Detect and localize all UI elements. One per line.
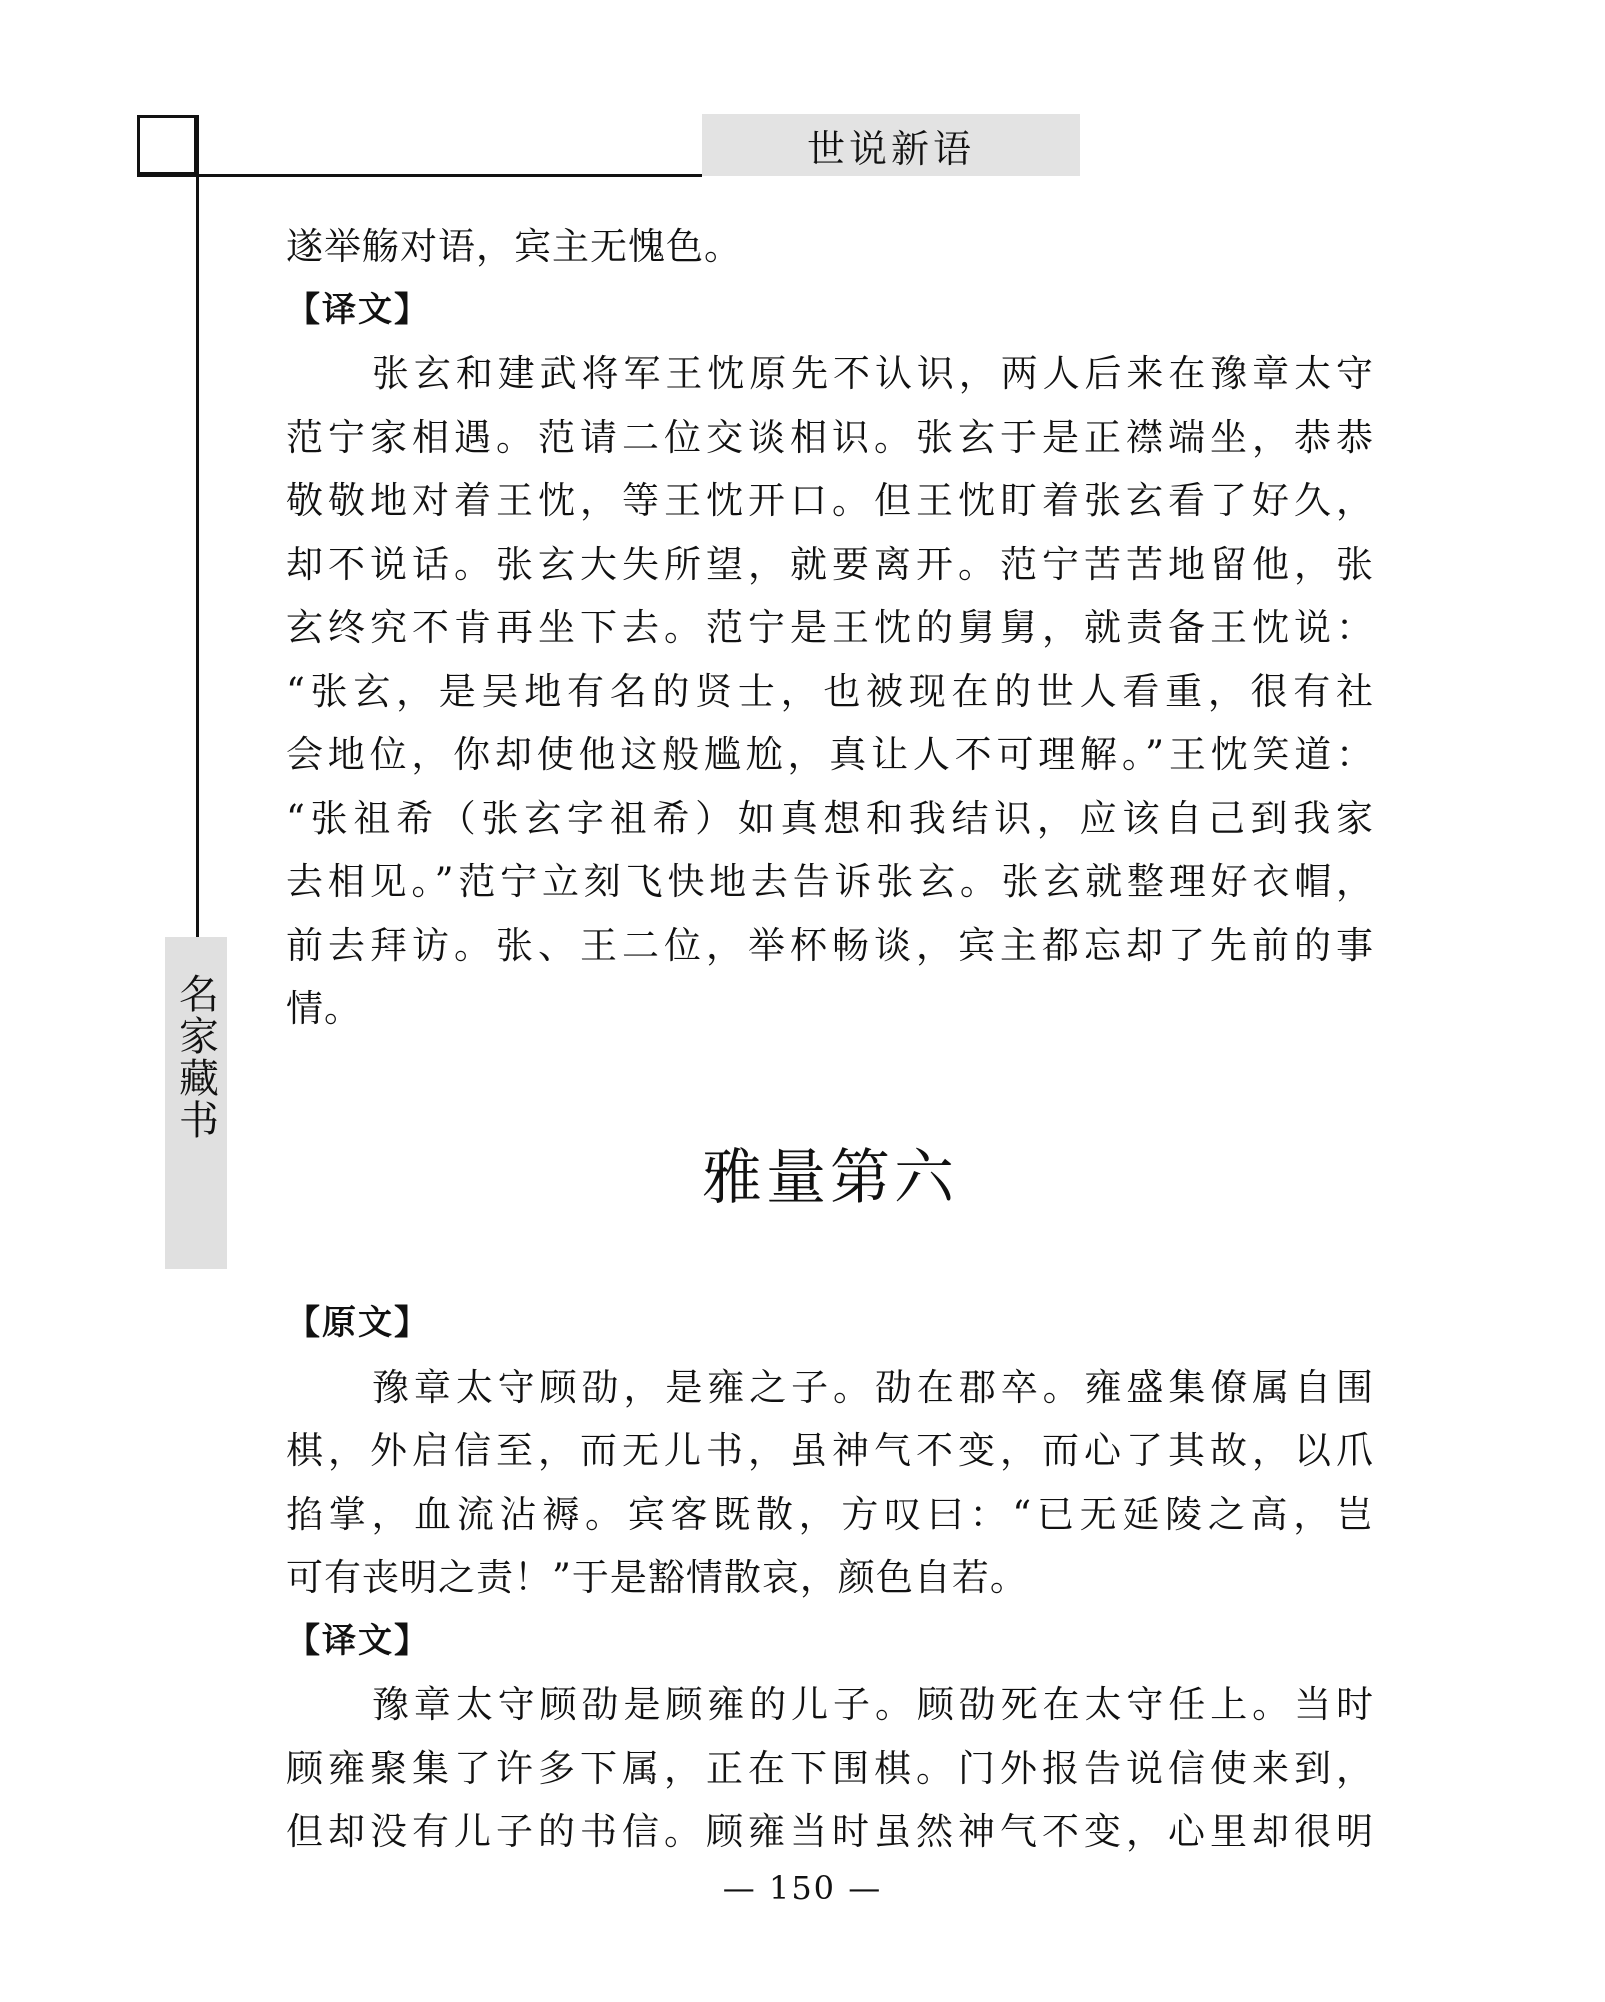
text-line: 前去拜访。张、王二位，举杯畅谈，宾主都忘却了先前的事 xyxy=(286,923,1374,967)
text-line: 敬敬地对着王忱，等王忱开口。但王忱盯着张玄看了好久， xyxy=(286,479,1374,522)
original-text-label: 【原文】 xyxy=(286,1303,430,1343)
text-line: 可有丧明之责！”于是豁情散哀，颜色自若。 xyxy=(286,1556,1028,1599)
top-section xyxy=(286,215,1374,1041)
side-tab xyxy=(165,937,227,1269)
text-line: 顾雍聚集了许多下属，正在下围棋。门外报告说信使来到， xyxy=(286,1746,1374,1790)
page-number: — 150 — xyxy=(722,1869,883,1907)
text-line: 范宁家相遇。范请二位交谈相识。张玄于是正襟端坐，恭恭 xyxy=(286,415,1374,459)
text-line: “张祖希（张玄字祖希）如真想和我结识，应该自己到我家 xyxy=(286,796,1374,840)
text-line: 却不说话。张玄大失所望，就要离开。范宁苦苦地留他，张 xyxy=(286,542,1374,586)
translation-label: 【译文】 xyxy=(286,289,430,330)
corner-box-ornament xyxy=(137,115,197,175)
chapter-title: 雅量第六 xyxy=(702,1143,958,1213)
text-line: 情。 xyxy=(286,987,362,1030)
header-rule xyxy=(137,174,702,177)
text-line: 豫章太守顾劭是顾雍的儿子。顾劭死在太守任上。当时 xyxy=(372,1683,1374,1726)
book-title: 世说新语 xyxy=(806,126,975,171)
text-line: 掐掌，血流沾褥。宾客既散，方叹曰：“已无延陵之高，岂 xyxy=(286,1492,1374,1536)
text-line: “张玄，是吴地有名的贤士，也被现在的世人看重，很有社 xyxy=(286,669,1374,713)
text-line: 但却没有儿子的书信。顾雍当时虽然神气不变，心里却很明 xyxy=(286,1810,1374,1853)
margin-vertical-rule xyxy=(196,115,199,937)
side-tab-label: 名家藏书 xyxy=(172,973,219,1141)
text-line: 棋，外启信至，而无儿书，虽神气不变，而心了其故，以爪 xyxy=(286,1429,1374,1472)
running-header xyxy=(702,114,1080,176)
translation-label: 【译文】 xyxy=(286,1620,430,1661)
text-line: 会地位，你却使他这般尴尬，真让人不可理解。”王忱笑道： xyxy=(286,733,1374,776)
chapter-section xyxy=(286,1292,1374,1864)
text-line: 张玄和建武将军王忱原先不认识，两人后来在豫章太守 xyxy=(372,352,1374,395)
text-line: 豫章太守顾劭，是雍之子。劭在郡卒。雍盛集僚属自围 xyxy=(372,1365,1374,1409)
text-line: 遂举觞对语，宾主无愧色。 xyxy=(286,225,742,268)
text-line: 去相见。”范宁立刻飞快地去告诉张玄。张玄就整理好衣帽， xyxy=(286,860,1374,903)
text-line: 玄终究不肯再坐下去。范宁是王忱的舅舅，就责备王忱说： xyxy=(286,606,1374,649)
